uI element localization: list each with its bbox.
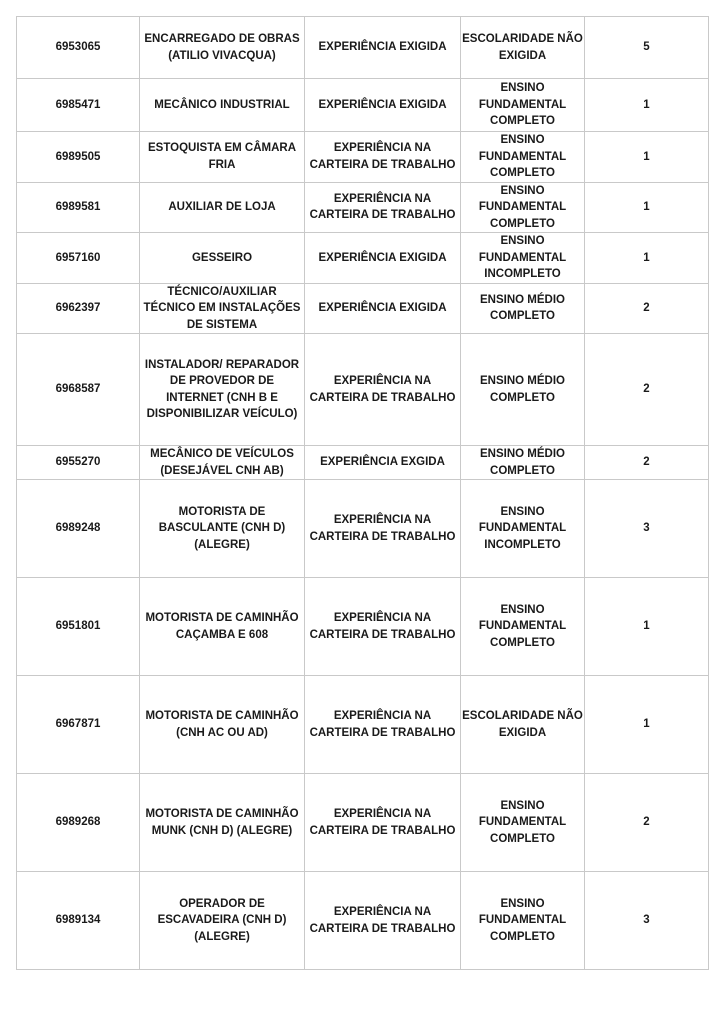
education-requirement: ENSINO FUNDAMENTAL COMPLETO bbox=[461, 79, 585, 132]
vacancy-count: 5 bbox=[585, 17, 709, 79]
experience-requirement: EXPERIÊNCIA NA CARTEIRA DE TRABALHO bbox=[305, 872, 461, 970]
job-code: 6953065 bbox=[17, 17, 140, 79]
experience-requirement: EXPERIÊNCIA EXIGIDA bbox=[305, 17, 461, 79]
experience-requirement: EXPERIÊNCIA NA CARTEIRA DE TRABALHO bbox=[305, 132, 461, 183]
vacancy-count: 2 bbox=[585, 283, 709, 334]
job-title: ENCARREGADO DE OBRAS (ATILIO VIVACQUA) bbox=[140, 17, 305, 79]
job-title: MECÂNICO INDUSTRIAL bbox=[140, 79, 305, 132]
education-requirement: ENSINO FUNDAMENTAL COMPLETO bbox=[461, 578, 585, 676]
vacancy-count: 1 bbox=[585, 79, 709, 132]
education-requirement: ESCOLARIDADE NÃO EXIGIDA bbox=[461, 676, 585, 774]
experience-requirement: EXPERIÊNCIA EXIGIDA bbox=[305, 233, 461, 284]
vacancy-count: 1 bbox=[585, 233, 709, 284]
table-row bbox=[17, 872, 709, 970]
vacancy-count: 2 bbox=[585, 446, 709, 480]
table-row bbox=[17, 446, 709, 480]
vacancy-count: 1 bbox=[585, 676, 709, 774]
vacancy-count: 1 bbox=[585, 578, 709, 676]
table-row bbox=[17, 774, 709, 872]
job-code: 6968587 bbox=[17, 334, 140, 446]
job-code: 6989505 bbox=[17, 132, 140, 183]
job-code: 6989268 bbox=[17, 774, 140, 872]
job-title: TÉCNICO/AUXILIAR TÉCNICO EM INSTALAÇÕES DE SISTEMA bbox=[140, 283, 305, 334]
job-title: MECÂNICO DE VEÍCULOS (DESEJÁVEL CNH AB) bbox=[140, 446, 305, 480]
job-code: 6967871 bbox=[17, 676, 140, 774]
experience-requirement: EXPERIÊNCIA NA CARTEIRA DE TRABALHO bbox=[305, 676, 461, 774]
experience-requirement: EXPERIÊNCIA NA CARTEIRA DE TRABALHO bbox=[305, 578, 461, 676]
education-requirement: ENSINO FUNDAMENTAL INCOMPLETO bbox=[461, 480, 585, 578]
table-row bbox=[17, 233, 709, 284]
experience-requirement: EXPERIÊNCIA NA CARTEIRA DE TRABALHO bbox=[305, 182, 461, 233]
table-row bbox=[17, 578, 709, 676]
job-title: GESSEIRO bbox=[140, 233, 305, 284]
job-title: MOTORISTA DE BASCULANTE (CNH D) (ALEGRE) bbox=[140, 480, 305, 578]
table-row bbox=[17, 676, 709, 774]
job-code: 6962397 bbox=[17, 283, 140, 334]
vacancy-count: 2 bbox=[585, 774, 709, 872]
experience-requirement: EXPERIÊNCIA EXIGIDA bbox=[305, 283, 461, 334]
education-requirement: ENSINO FUNDAMENTAL COMPLETO bbox=[461, 182, 585, 233]
job-title: ESTOQUISTA EM CÂMARA FRIA bbox=[140, 132, 305, 183]
job-code: 6989581 bbox=[17, 182, 140, 233]
education-requirement: ENSINO MÉDIO COMPLETO bbox=[461, 283, 585, 334]
vacancy-count: 1 bbox=[585, 132, 709, 183]
job-code: 6989248 bbox=[17, 480, 140, 578]
job-code: 6951801 bbox=[17, 578, 140, 676]
education-requirement: ESCOLARIDADE NÃO EXIGIDA bbox=[461, 17, 585, 79]
job-code: 6985471 bbox=[17, 79, 140, 132]
experience-requirement: EXPERIÊNCIA EXGIDA bbox=[305, 446, 461, 480]
education-requirement: ENSINO FUNDAMENTAL COMPLETO bbox=[461, 872, 585, 970]
table-row bbox=[17, 334, 709, 446]
job-code: 6955270 bbox=[17, 446, 140, 480]
vacancy-count: 3 bbox=[585, 872, 709, 970]
job-title: OPERADOR DE ESCAVADEIRA (CNH D) (ALEGRE) bbox=[140, 872, 305, 970]
job-title: MOTORISTA DE CAMINHÃO (CNH AC OU AD) bbox=[140, 676, 305, 774]
table-row bbox=[17, 480, 709, 578]
job-code: 6989134 bbox=[17, 872, 140, 970]
education-requirement: ENSINO MÉDIO COMPLETO bbox=[461, 334, 585, 446]
table-row bbox=[17, 182, 709, 233]
job-title: AUXILIAR DE LOJA bbox=[140, 182, 305, 233]
job-title: MOTORISTA DE CAMINHÃO MUNK (CNH D) (ALEGRE) bbox=[140, 774, 305, 872]
experience-requirement: EXPERIÊNCIA NA CARTEIRA DE TRABALHO bbox=[305, 334, 461, 446]
job-title: MOTORISTA DE CAMINHÃO CAÇAMBA E 608 bbox=[140, 578, 305, 676]
experience-requirement: EXPERIÊNCIA EXIGIDA bbox=[305, 79, 461, 132]
vacancy-count: 3 bbox=[585, 480, 709, 578]
vacancy-count: 1 bbox=[585, 182, 709, 233]
education-requirement: ENSINO FUNDAMENTAL COMPLETO bbox=[461, 774, 585, 872]
table-row bbox=[17, 17, 709, 79]
job-vacancies-table bbox=[16, 16, 709, 970]
table-row bbox=[17, 132, 709, 183]
education-requirement: ENSINO FUNDAMENTAL COMPLETO bbox=[461, 132, 585, 183]
education-requirement: ENSINO MÉDIO COMPLETO bbox=[461, 446, 585, 480]
job-code: 6957160 bbox=[17, 233, 140, 284]
job-title: INSTALADOR/ REPARADOR DE PROVEDOR DE INTERNET (CNH B E DISPONIBILIZAR VEÍCULO) bbox=[140, 334, 305, 446]
vacancy-count: 2 bbox=[585, 334, 709, 446]
experience-requirement: EXPERIÊNCIA NA CARTEIRA DE TRABALHO bbox=[305, 774, 461, 872]
table-row bbox=[17, 79, 709, 132]
experience-requirement: EXPERIÊNCIA NA CARTEIRA DE TRABALHO bbox=[305, 480, 461, 578]
table-row bbox=[17, 283, 709, 334]
education-requirement: ENSINO FUNDAMENTAL INCOMPLETO bbox=[461, 233, 585, 284]
